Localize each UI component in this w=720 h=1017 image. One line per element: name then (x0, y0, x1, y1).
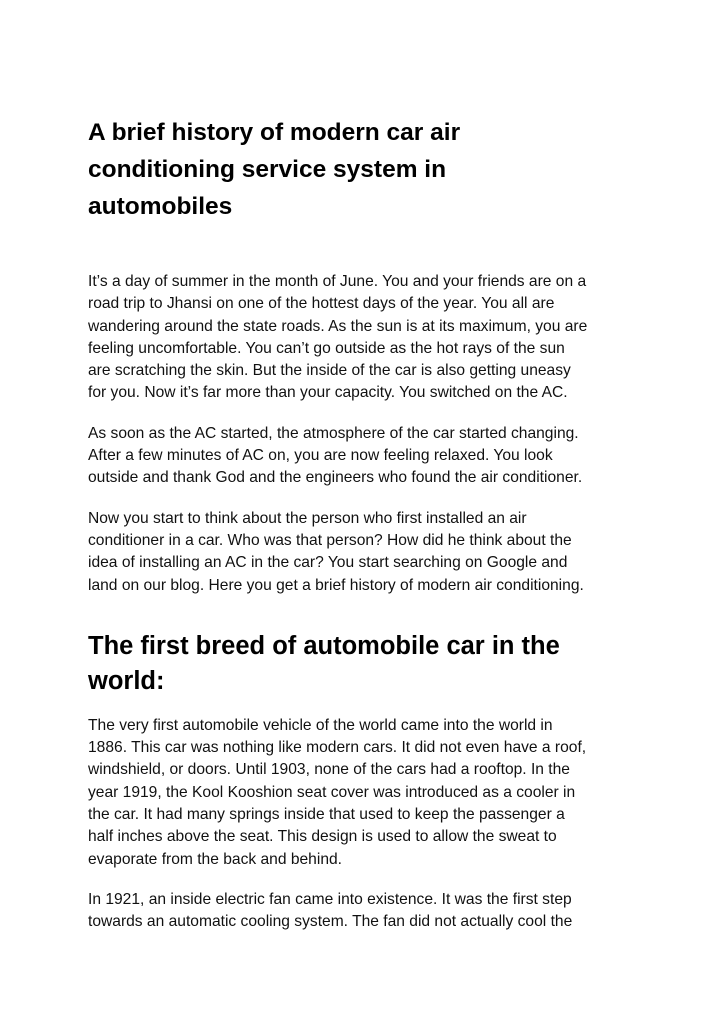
text-line: towards an automatic cooling system. The fan did not actually cool the (88, 913, 573, 931)
text-line: for you. Now it’s far more than your capacity. You switched on the AC. (88, 384, 568, 402)
heading-line: world: (88, 666, 165, 695)
text-line: are scratching the skin. But the inside of the car is also getting uneasy (88, 362, 571, 380)
intro-paragraph-1 (88, 271, 644, 405)
section-paragraph-2 (88, 889, 644, 934)
title-line: automobiles (88, 193, 233, 220)
intro-paragraph-2 (88, 423, 644, 490)
title-line: conditioning service system in (88, 156, 447, 183)
text-line: windshield, or doors. Until 1903, none of the cars had a rooftop. In the (88, 761, 570, 779)
text-line: idea of installing an AC in the car? You start searching on Google and (88, 554, 568, 572)
text-line: After a few minutes of AC on, you are now feeling relaxed. You look (88, 447, 553, 465)
text-line: road trip to Jhansi on one of the hottest days of the year. You all are (88, 295, 555, 313)
text-line: It’s a day of summer in the month of June. You and your friends are on a (88, 273, 587, 290)
text-line: conditioner in a car. Who was that person? How did he think about the (88, 531, 572, 549)
text-line: As soon as the AC started, the atmosphere of the car started changing. (88, 424, 579, 442)
document-title (88, 114, 644, 225)
text-line: wandering around the state roads. As the sun is at its maximum, you are (88, 317, 588, 335)
text-line: feeling uncomfortable. You can’t go outside as the hot rays of the sun (88, 339, 565, 357)
text-line: In 1921, an inside electric fan came into existence. It was the first step (88, 890, 572, 908)
text-line: 1886. This car was nothing like modern cars. It did not even have a roof, (88, 739, 587, 757)
title-line: A brief history of modern car air (88, 119, 461, 146)
text-line: land on our blog. Here you get a brief history of modern air conditioning. (88, 576, 584, 594)
section-heading (88, 629, 644, 699)
text-line: year 1919, the Kool Kooshion seat cover was introduced as a cooler in (88, 783, 576, 801)
text-line: evaporate from the back and behind. (88, 850, 342, 868)
text-line: outside and thank God and the engineers who found the air conditioner. (88, 469, 583, 487)
document-content (88, 114, 644, 934)
text-line: half inches above the seat. This design is used to allow the sweat to (88, 828, 557, 846)
text-line: Now you start to think about the person who first installed an air (88, 509, 527, 527)
text-line: The very first automobile vehicle of the world came into the world in (88, 716, 553, 734)
section-paragraph-1 (88, 715, 644, 871)
intro-paragraph-3 (88, 508, 644, 597)
text-line: the car. It had many springs inside that used to keep the passenger a (88, 806, 565, 824)
heading-line: The first breed of automobile car in the (88, 631, 560, 660)
